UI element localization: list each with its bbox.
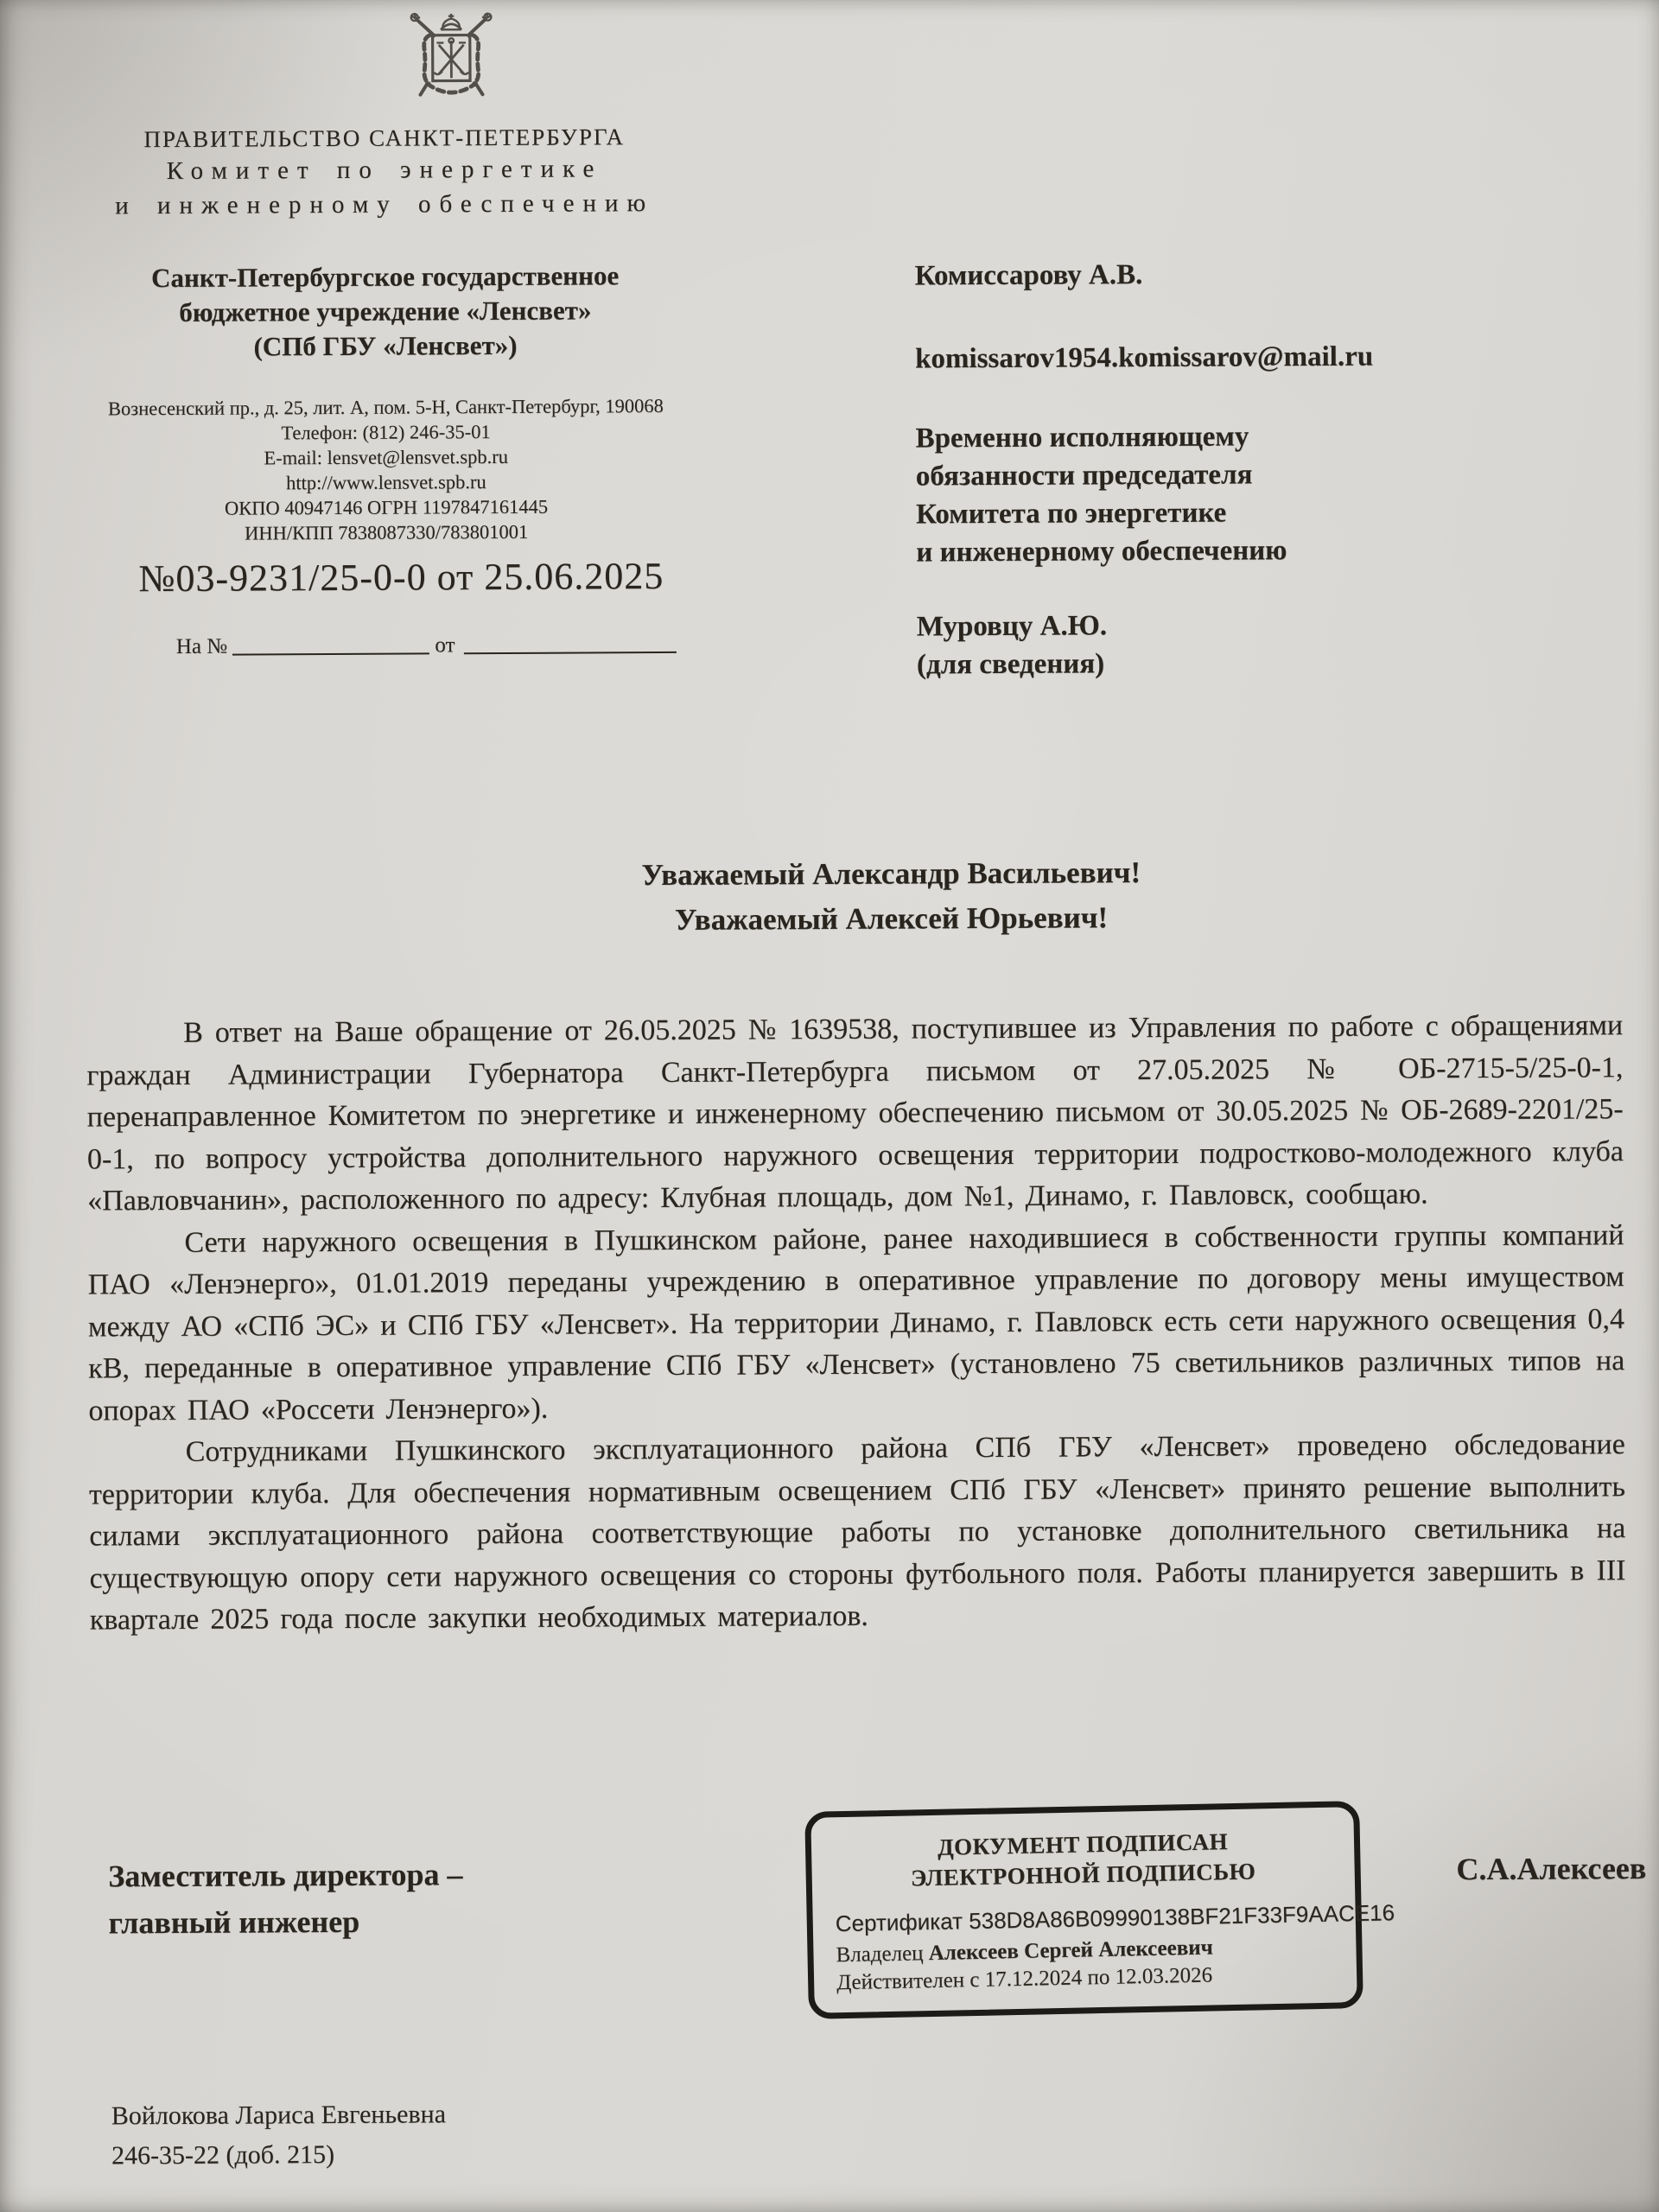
sender-inn-kpp: ИНН/КПП 7838087330/783801001 (245, 520, 529, 544)
recipient-email: komissarov1954.komissarov@mail.ru (915, 340, 1374, 375)
stamp-title-line1: ДОКУМЕНТ ПОДПИСАН (937, 1828, 1229, 1860)
stamp-owner-name: Алексеев Сергей Алексеевич (928, 1936, 1213, 1966)
organization-line3: (СПб ГБУ «Ленсвет») (253, 329, 518, 362)
recipient-role-line1: Временно исполняющему (915, 421, 1249, 454)
recipient-role (916, 417, 1375, 572)
organization-line2: бюджетное учреждение «Ленсвет» (179, 295, 592, 327)
reference-from-label: от (435, 633, 455, 658)
committee-line1: Комитет по энергетике (166, 155, 603, 186)
stamp-owner-label: Владелец (836, 1942, 924, 1967)
sender-okpo-ogrn: ОКПО 40947146 ОГРН 1197847161445 (224, 495, 549, 519)
body-paragraph-1: В ответ на Ваше обращение от 26.05.2025 № 1639538, поступившее из Управления по работе с обращениями граждан Администрации Губернатора Санкт-Петербурга письмом от 27.05.2025 № ОБ-2715-5/25-0-1, перенаправленное Комитетом по энергетике и инженерному обеспечению письмом от 30.05.2025 № ОБ-2689-2201/25-0-1, по вопросу устройства дополнительного наружного освещения территории подростково-молодежного клуба «Павловчанин», расположенного по адресу: Клубная площадь, дом №1, Динамо, г. Павловск, сообщаю. (86, 1009, 1624, 1217)
signer-position (108, 1851, 463, 1946)
executor-block (111, 2094, 447, 2176)
executor-phone: 246-35-22 (доб. 215) (111, 2140, 335, 2171)
recipient-role-line4: и инженерному обеспечению (916, 535, 1287, 569)
reference-line (92, 632, 683, 660)
stamp-certificate (835, 1899, 1395, 1937)
letter-body (86, 1005, 1626, 1642)
sender-email: E-mail: lensvet@lensvet.spb.ru (264, 445, 509, 469)
recipient-block (915, 255, 1376, 684)
salutation-line2: Уважаемый Алексей Юрьевич! (674, 900, 1109, 937)
stamp-title (811, 1824, 1355, 1896)
coat-of-arms-icon (399, 7, 504, 108)
sender-address: Вознесенский пр., д. 25, лит. А, пом. 5-Н, Санкт-Петербург, 190068 (107, 394, 664, 420)
recipient-note: (для сведения) (916, 648, 1105, 681)
sender-phone: Телефон: (812) 246-35-01 (281, 421, 491, 444)
recipient-name-2: Муровцу А.Ю. (916, 610, 1108, 643)
signer-name: С.А.Алексеев (1456, 1851, 1647, 1887)
body-paragraph-2: Сети наружного освещения в Пушкинском районе, ранее находившиеся в собственности группы компаний ПАО «Ленэнерго», 01.01.2019 переданы учреждению в оперативное управление по договору мены имуществом между АО «СПб ЭС» и СПб ГБУ «Ленсвет». На территории Динамо, г. Павловск есть сети наружного освещения 0,4 кВ, переданные в оперативное управление СПб ГБУ «Ленсвет» (установлено 75 светильников различных типов на опорах ПАО «Россети Ленэнерго»). (87, 1218, 1625, 1427)
reference-date-blank (463, 634, 676, 654)
sender-contacts (90, 393, 682, 547)
salutation-line1: Уважаемый Александр Васильевич! (641, 855, 1141, 893)
organization-line1: Санкт-Петербургское государственное (150, 260, 620, 294)
recipient-role-line3: Комитета по энергетике (915, 497, 1227, 531)
body-paragraph-3: Сотрудниками Пушкинского эксплуатационного района СПб ГБУ «Ленсвет» проведено обследование территории клуба. Для обеспечения нормативным освещением СПб ГБУ «Ленсвет» принято решение выполнить силами эксплуатационного района соответствующие работы по установке дополнительного светильника на существующую опору сети наружного освещения со стороны футбольного поля. Работы планируется завершить в III квартале 2025 года после закупки необходимых материалов. (88, 1428, 1626, 1637)
sender-website: http://www.lensvet.spb.ru (285, 471, 486, 494)
electronic-signature-stamp (804, 1801, 1395, 2019)
reference-prefix: На № (175, 634, 228, 658)
reference-number-blank (232, 635, 429, 655)
government-title: ПРАВИТЕЛЬСТВО САНКТ-ПЕТЕРБУРГА (143, 124, 626, 153)
sender-header (89, 122, 683, 660)
stamp-certificate-label: Сертификат (835, 1908, 963, 1937)
stamp-validity: Действителен с 17.12.2024 по 12.03.2026 (836, 1963, 1213, 1995)
stamp-title-line2: ЭЛЕКТРОННОЙ ПОДПИСЬЮ (910, 1858, 1256, 1891)
signer-position-line1: Заместитель директора – (108, 1857, 463, 1894)
stamp-certificate-value: 538D8A86B09990138BF21F33F9AACE16 (968, 1899, 1395, 1935)
organization-name (90, 258, 682, 365)
document-number: №03-9231/25-0-0 от 25.06.2025 (138, 554, 664, 601)
recipient-name-1: Комиссарову А.В. (914, 259, 1143, 292)
salutation (137, 848, 1645, 945)
executor-name: Войлокова Лариса Евгеньевна (111, 2100, 447, 2131)
committee-line2: и инженерному обеспечению (115, 189, 655, 220)
recipient-role-line2: обязанности председателя (915, 459, 1253, 493)
signer-position-line2: главный инженер (108, 1904, 360, 1941)
